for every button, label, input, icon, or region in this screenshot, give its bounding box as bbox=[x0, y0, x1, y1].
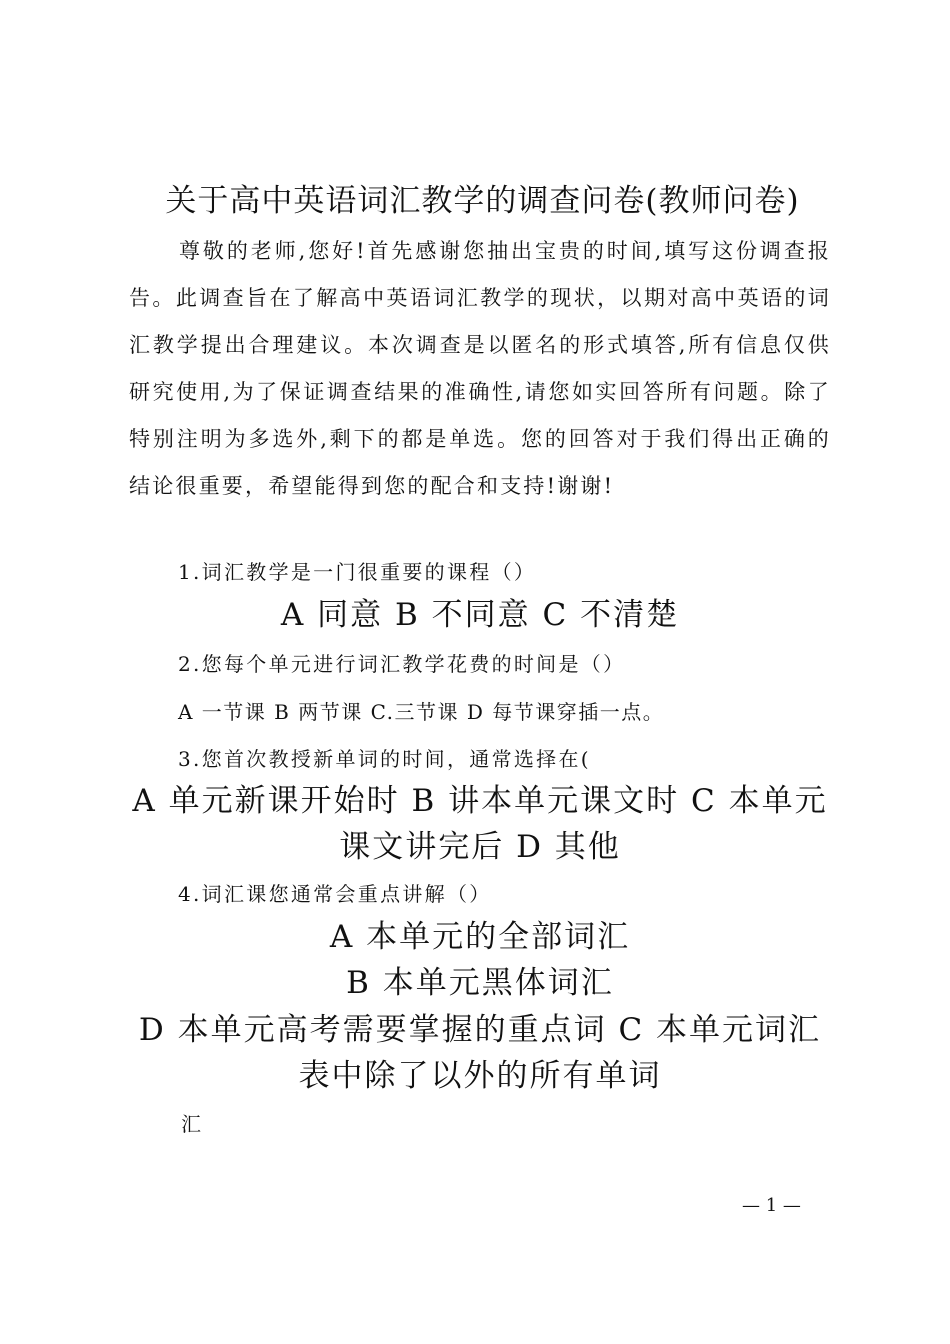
question-2-options: A 一节课 B 两节课 C.三节课 D 每节课穿插一点。 bbox=[178, 700, 665, 724]
question-2: 2.您每个单元进行词汇教学花费的时间是（） bbox=[178, 652, 626, 676]
question-1: 1.词汇教学是一门很重要的课程（） bbox=[178, 560, 537, 584]
question-4-option-b: B 本单元黑体词汇 bbox=[346, 965, 614, 1001]
question-3-options: A 单元新课开始时 B 讲本单元课文时 C 本单元课文讲完后 D 其他 bbox=[132, 783, 828, 865]
page-number: — 1 — bbox=[742, 1195, 801, 1216]
question-1-options: A 同意 B 不同意 C 不清楚 bbox=[280, 597, 680, 633]
question-4-option-dc: D 本单元高考需要掌握的重点词 C 本单元词汇表中除了以外的所有单词 bbox=[138, 1012, 822, 1094]
question-3: 3.您首次教授新单词的时间，通常选择在( bbox=[178, 747, 591, 771]
question-4-option-a: A 本单元的全部词汇 bbox=[329, 919, 631, 955]
stray-character: 汇 bbox=[181, 1112, 201, 1136]
document-title: 关于高中英语词汇教学的调查问卷(教师问卷) bbox=[165, 183, 800, 219]
intro-paragraph: 尊敬的老师,您好!首先感谢您抽出宝贵的时间,填写这份调查报告。此调查旨在了解高中英语词汇教学的现状，以期对高中英语的词汇教学提出合理建议。本次调查是以匿名的形式填答,所有信息仅供研究使用,为了保证调查结果的准确性,请您如实回答所有问题。除了特别注明为多选外,剩下的都是单选。您的回答对于我们得出正确的结论很重要，希望能得到您的配合和支持!谢谢! bbox=[129, 239, 831, 498]
question-4: 4.词汇课您通常会重点讲解（） bbox=[178, 882, 492, 906]
